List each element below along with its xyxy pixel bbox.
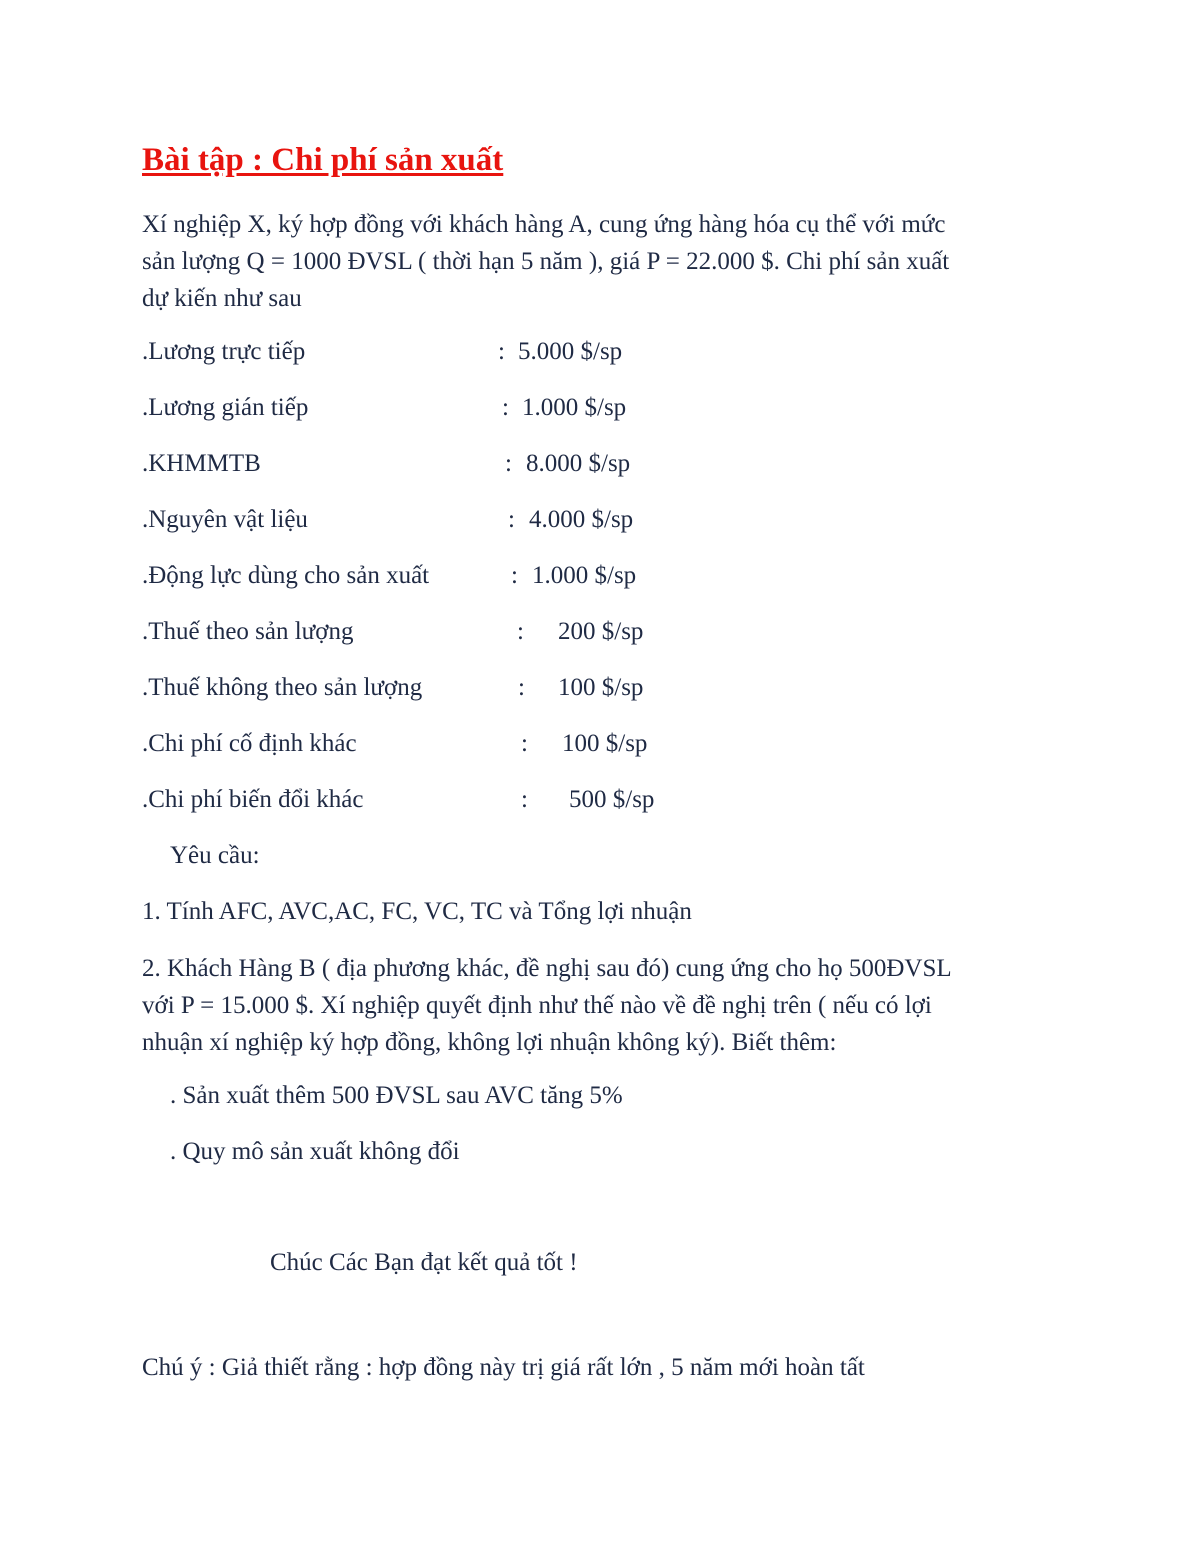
- note: Chú ý : Giả thiết rằng : hợp đồng này trị giá rất lớn , 5 năm mới hoàn tất: [142, 1354, 865, 1381]
- cost-label: .Động lực dùng cho sản xuất: [142, 562, 430, 589]
- cost-label: .KHMMTB: [142, 450, 261, 477]
- cost-label: .Lương trực tiếp: [142, 338, 306, 365]
- cost-value: 1.000 $/sp: [522, 394, 627, 421]
- cost-value: 200 $/sp: [558, 618, 644, 645]
- intro-line: Xí nghiệp X, ký hợp đồng với khách hàng A, cung ứng hàng hóa cụ thể với mức: [142, 211, 946, 238]
- intro-line: sản lượng Q = 1000 ĐVSL ( thời hạn 5 năm ), giá P = 22.000 $. Chi phí sản xuất: [142, 248, 950, 275]
- cost-label: .Thuế theo sản lượng: [142, 618, 354, 645]
- condition-item: . Sản xuất thêm 500 ĐVSL sau AVC tăng 5%: [170, 1082, 623, 1109]
- cost-separator: :: [502, 394, 509, 421]
- cost-value: 100 $/sp: [562, 730, 648, 757]
- intro-line: dự kiến như sau: [142, 285, 302, 312]
- cost-separator: :: [517, 618, 524, 645]
- cost-separator: :: [505, 450, 512, 477]
- cost-label: .Chi phí cố định khác: [142, 730, 357, 757]
- cost-separator: :: [521, 786, 528, 813]
- cost-separator: :: [511, 562, 518, 589]
- cost-value: 100 $/sp: [558, 674, 644, 701]
- cost-value: 4.000 $/sp: [529, 506, 634, 533]
- cost-label: .Thuế không theo sản lượng: [142, 674, 423, 701]
- cost-label: .Nguyên vật liệu: [142, 506, 308, 533]
- intro-paragraph: [142, 206, 1062, 317]
- question-1: 1. Tính AFC, AVC,AC, FC, VC, TC và Tổng lợi nhuận: [142, 898, 692, 925]
- question-2-line: nhuận xí nghiệp ký hợp đồng, không lợi nhuận không ký). Biết thêm:: [142, 1029, 837, 1056]
- document-title: Bài tập : Chi phí sản xuất: [142, 142, 504, 178]
- cost-separator: :: [498, 338, 505, 365]
- cost-separator: :: [518, 674, 525, 701]
- requirements-heading: Yêu cầu:: [170, 842, 260, 869]
- cost-value: 1.000 $/sp: [532, 562, 637, 589]
- cost-label: .Lương gián tiếp: [142, 394, 309, 421]
- cost-label: .Chi phí biến đổi khác: [142, 786, 364, 813]
- cost-separator: :: [508, 506, 515, 533]
- question-2-line: 2. Khách Hàng B ( địa phương khác, đề nghị sau đó) cung ứng cho họ 500ĐVSL: [142, 955, 952, 982]
- cost-value: 5.000 $/sp: [518, 338, 623, 365]
- cost-separator: :: [521, 730, 528, 757]
- closing-message: Chúc Các Bạn đạt kết quả tốt !: [270, 1249, 578, 1276]
- condition-item: . Quy mô sản xuất không đổi: [170, 1138, 460, 1165]
- cost-value: 8.000 $/sp: [526, 450, 631, 477]
- question-2-line: với P = 15.000 $. Xí nghiệp quyết định như thế nào về đề nghị trên ( nếu có lợi: [142, 992, 932, 1019]
- question-2: [142, 950, 1062, 1061]
- cost-value: 500 $/sp: [569, 786, 655, 813]
